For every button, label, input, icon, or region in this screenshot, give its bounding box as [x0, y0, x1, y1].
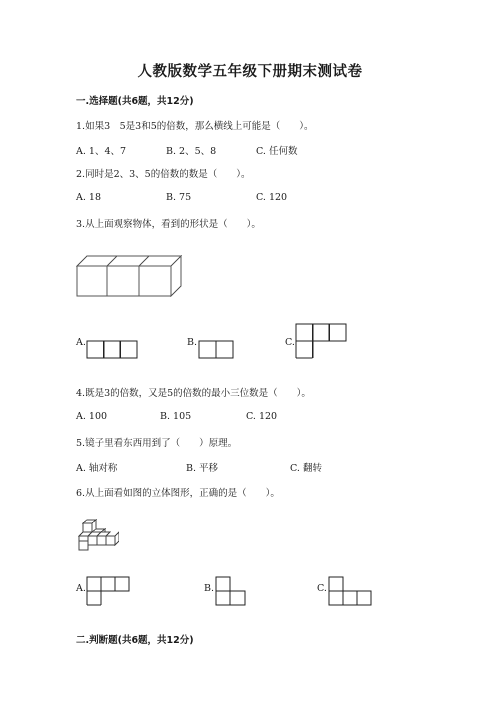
question-4: 4.既是3的倍数，又是5的倍数的最小三位数是（ ）。: [76, 388, 311, 399]
q4-option-b: B. 105: [160, 411, 192, 422]
section-heading-true-false: 二.判断题(共6题，共12分): [76, 635, 194, 646]
q2-option-b: B. 75: [166, 192, 192, 203]
q2-option-a: A. 18: [76, 192, 101, 203]
q1-option-c: C. 任何数: [256, 146, 298, 157]
q4-option-c: C. 120: [246, 411, 278, 422]
q3-option-b: B.: [187, 337, 198, 348]
q3-option-a: A.: [76, 337, 86, 348]
q6-cube-figure: [75, 519, 119, 551]
question-5: 5.镜子里看东西用到了（ ）原理。: [76, 438, 238, 449]
section-heading-choice: 一.选择题(共6题，共12分): [76, 96, 194, 107]
page-title: 人教版数学五年级下册期末测试卷: [137, 64, 363, 80]
question-2: 2.同时是2、3、5的倍数的数是（ ）。: [76, 169, 251, 180]
q1-option-b: B. 2、5、8: [166, 146, 217, 157]
q3-option-c-shape: [295, 323, 347, 359]
question-1: 1.如果3 5是3和5的倍数，那么横线上可能是（ ）。: [76, 121, 314, 132]
q5-option-b: B. 平移: [186, 463, 219, 474]
q6-option-a-shape: [86, 576, 130, 606]
question-3: 3.从上面观察物体，看到的形状是（ ）。: [76, 219, 261, 230]
q4-option-a: A. 100: [76, 411, 108, 422]
q3-option-a-shape: [86, 340, 138, 360]
q6-option-b: B.: [204, 583, 215, 594]
q3-cube-figure: [75, 248, 183, 298]
q6-option-a: A.: [76, 583, 86, 594]
q5-option-c: C. 翻转: [290, 463, 322, 474]
q1-option-a: A. 1、4、7: [76, 146, 127, 157]
q5-option-a: A. 轴对称: [76, 463, 118, 474]
q3-option-b-shape: [198, 340, 234, 360]
q3-option-c: C.: [285, 337, 295, 348]
q2-option-c: C. 120: [256, 192, 288, 203]
question-6: 6.从上面看如图的立体图形，正确的是（ ）。: [76, 488, 280, 499]
q6-option-b-shape: [215, 576, 247, 606]
q6-option-c-shape: [328, 576, 372, 606]
q6-option-c: C.: [317, 583, 327, 594]
